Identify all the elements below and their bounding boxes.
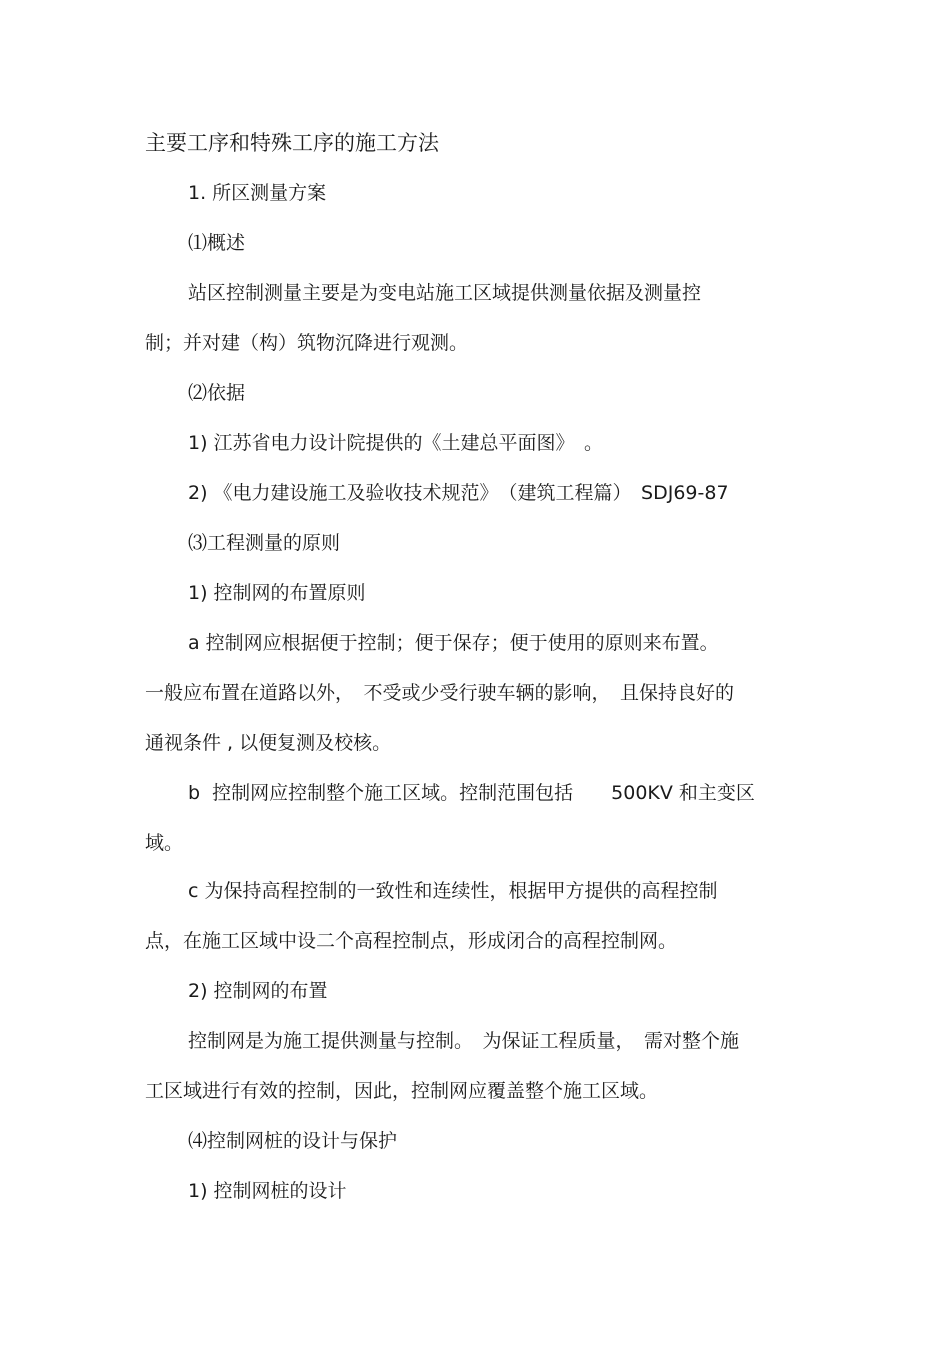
subsection-heading: ⑷控制网桩的设计与保护 <box>188 1130 398 1152</box>
paragraph-line: 控制网是为施工提供测量与控制。 为保证工程质量， 需对整个施 <box>188 1030 740 1052</box>
list-item: 1) 控制网桩的设计 <box>188 1180 347 1202</box>
paragraph-line: c 为保持高程控制的一致性和连续性，根据甲方提供的高程控制 <box>188 880 718 902</box>
list-item: 1) 江苏省电力设计院提供的《土建总平面图》 。 <box>188 432 604 454</box>
subsection-heading: ⑵依据 <box>188 382 246 404</box>
paragraph-line: 制；并对建（构）筑物沉降进行观测。 <box>145 332 469 354</box>
subsection-heading: ⑴概述 <box>188 232 246 254</box>
paragraph-line: 通视条件 , 以便复测及校核。 <box>145 732 392 754</box>
paragraph-line: a 控制网应根据便于控制；便于保存；便于使用的原则来布置。 <box>188 632 719 654</box>
section-heading: 1. 所区测量方案 <box>188 182 327 204</box>
list-item: 2) 《电力建设施工及验收技术规范》 （建筑工程篇） SDJ69-87 <box>188 482 729 504</box>
document-title: 主要工序和特殊工序的施工方法 <box>145 131 439 155</box>
paragraph-line: 点，在施工区域中设二个高程控制点，形成闭合的高程控制网。 <box>145 930 678 952</box>
paragraph-line: b 控制网应控制整个施工区域。控制范围包括 500KV 和主变区 <box>188 782 755 804</box>
paragraph-line: 域。 <box>145 832 184 854</box>
list-item: 1) 控制网的布置原则 <box>188 582 366 604</box>
subsection-heading: ⑶工程测量的原则 <box>188 532 341 554</box>
list-item: 2) 控制网的布置 <box>188 980 328 1002</box>
paragraph-line: 一般应布置在道路以外， 不受或少受行驶车辆的影响， 且保持良好的 <box>145 682 735 704</box>
paragraph-line: 工区域进行有效的控制，因此，控制网应覆盖整个施工区域。 <box>145 1080 659 1102</box>
paragraph-line: 站区控制测量主要是为变电站施工区域提供测量依据及测量控 <box>188 282 702 304</box>
